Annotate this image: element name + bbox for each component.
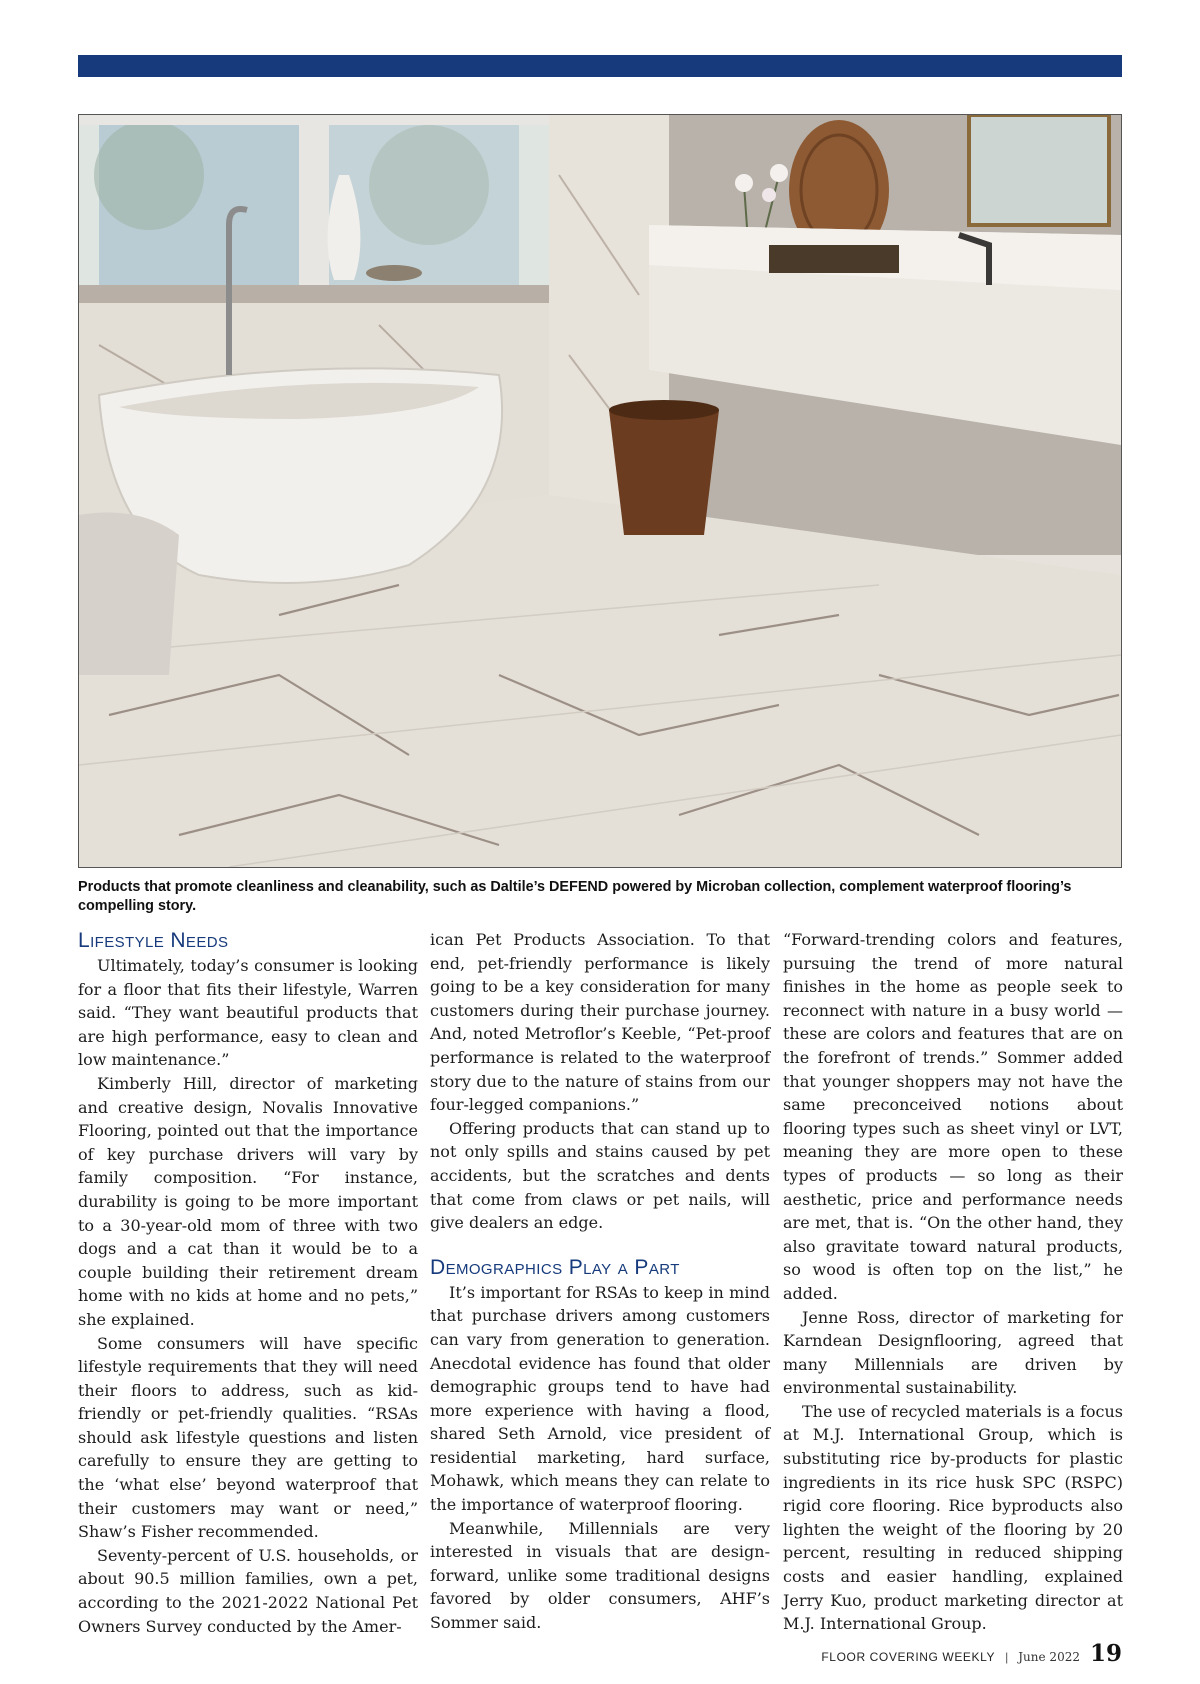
bathroom-photo <box>78 114 1122 868</box>
paragraph: Seventy-percent of U.S. households, or about 90.5 million families, own a pet, according to the 2021-2022 National Pet Owners Survey conducted by the Amer- <box>78 1545 418 1636</box>
page-number: 19 <box>1089 1640 1122 1667</box>
publication-name: FLOOR COVERING WEEKLY <box>821 1650 996 1664</box>
paragraph-continued: “Forward-trending colors and features, pursuing the trend of more natural finishes in the home as people seek to reconnect with nature in a busy world — these are colors and features that are on the forefront of trends.” Sommer added that younger shoppers may not have the same preconceived notions about flooring types such as sheet vinyl or LVT, meaning they are more open to these types of products — so long as their aesthetic, price and performance needs are met, that is. “On the other hand, they also gravitate toward natural products, so wood is often top on the list,” he added. <box>783 930 1123 1303</box>
paragraph-continued: ican Pet Products Association. To that end, pet-friendly performance is likely going to be a key consideration for many customers during their purchase journey. And, noted Metroflor’s Keeble, “Pet-proof performance is related to the waterproof story due to the nature of stains from our four-legged companions.” <box>430 930 770 1115</box>
paragraph: Meanwhile, Millennials are very interested in visuals that are design-forward, unlike some traditional designs favored by older consumers, AHF’s Sommer said. <box>430 1518 770 1633</box>
issue-date: June 2022 <box>1018 1650 1080 1664</box>
header-color-bar <box>78 55 1122 77</box>
bathroom-illustration <box>79 115 1121 867</box>
paragraph: The use of recycled materials is a focus at M.J. International Group, which is substituting rice by-products for plastic ingredients in its rice husk SPC (RSPC) rigid core flooring. Rice byproducts also lighten the weight of the flooring by 20 percent, resulting in reduced shipping costs and easier handling, explained Jerry Kuo, product marketing director at M.J. International Group. <box>783 1401 1123 1634</box>
page-footer <box>821 1640 1122 1668</box>
article-column-1 <box>78 928 418 1638</box>
section-heading-lifestyle-needs: Lifestyle Needs <box>78 929 229 952</box>
section-heading-demographics: Demographics Play a Part <box>430 1255 680 1279</box>
paragraph: Jenne Ross, director of marketing for Karndean Designflooring, agreed that many Millennials are driven by environmental sustainability. <box>783 1307 1123 1398</box>
photo-caption: Products that promote cleanliness and cleanability, such as Daltile’s DEFEND powered by Microban collection, complement waterproof flooring’s compelling story. <box>78 879 1072 914</box>
paragraph: Some consumers will have specific lifestyle requirements that they will need their floors to address, such as kid-friendly or pet-friendly qualities. “RSAs should ask lifestyle questions and listen carefully to ensure they are getting to the ‘what else’ beyond waterproof that their customers may want or need,” Shaw’s Fisher recommended. <box>78 1333 418 1542</box>
paragraph: Ultimately, today’s consumer is looking for a floor that fits their lifestyle, Warren said. “They want beautiful products that are high performance, easy to clean and low maintenance.” <box>78 956 418 1070</box>
article-column-3 <box>783 928 1123 1636</box>
paragraph: It’s important for RSAs to keep in mind that purchase drivers among customers can vary from generation to generation. Anecdotal evidence has found that older demographic groups tend to have had more experience with having a flood, shared Seth Arnold, vice president of residential marketing, hard surface, Mohawk, which means they can relate to the importance of waterproof flooring. <box>430 1282 770 1515</box>
article-column-2 <box>430 928 770 1635</box>
paragraph: Kimberly Hill, director of marketing and creative design, Novalis Innovative Flooring, pointed out that the importance of key purchase drivers will vary by family composition. “For instance, durability is going to be more important to a 30-year-old mom of three with two dogs and a cat than it would be to a couple building their retirement dream home with no kids at home and no pets,” she explained. <box>78 1073 418 1329</box>
paragraph: Offering products that can stand up to not only spills and stains caused by pet accidents, but the scratches and dents that come from claws or pet nails, will give dealers an edge. <box>430 1118 770 1233</box>
footer-separator: | <box>1005 1650 1009 1664</box>
